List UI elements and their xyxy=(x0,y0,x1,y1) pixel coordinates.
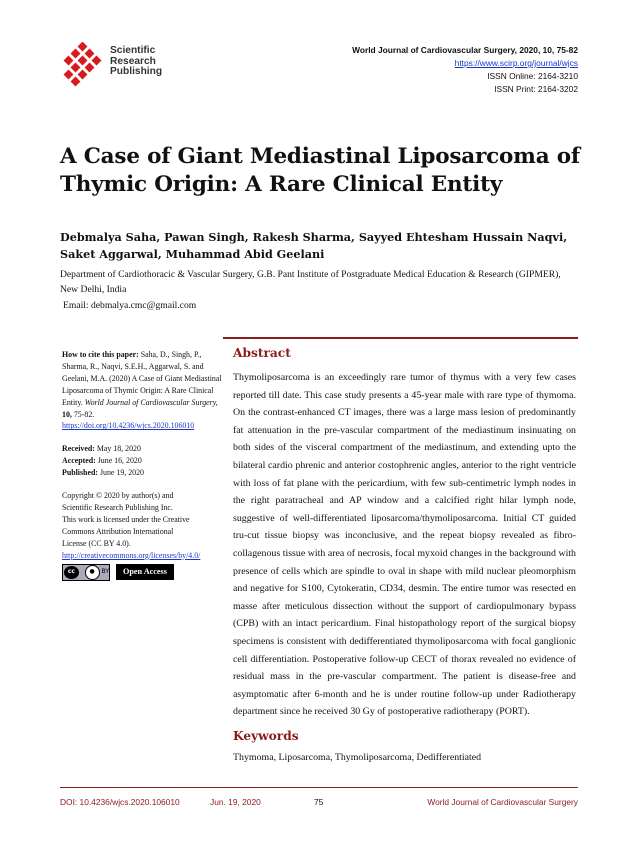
article-title xyxy=(60,143,580,199)
scirp-diamond-logo-icon xyxy=(60,42,106,88)
publisher-logo xyxy=(60,42,170,90)
footer-date: Jun. 19, 2020 xyxy=(210,797,261,807)
published-date: June 19, 2020 xyxy=(99,468,145,478)
publisher-line-1: Scientific xyxy=(110,45,156,56)
sidebar-meta xyxy=(62,349,222,581)
cite-pages: 75-82. xyxy=(73,409,95,419)
publisher-line-2: Research xyxy=(110,55,156,67)
affiliation-line-1: Department of Cardiothoracic & Vascular Surgery, G.B. Pant Institute of Postgraduate Medical Education & Research (GIPMER), xyxy=(60,269,561,280)
published-label: Published: xyxy=(62,468,98,478)
abstract-text: Thymoliposarcoma is an exceedingly rare tumor of thymus with a very few cases reported till date. This case study presents a 45-year male with rare type of thymoma. On the contrast-enhanced CT images, there was a large mass lesion of predominantly fat attenuation in the pre-vascular compartment of the mediastinum insinuating on both sides of the visceral compartment of the mediastinum, and extending upto the bilateral cardio phrenic and anterior costophrenic angles, anterior to the right ventricle with loss of fat plane with the pericardium, with few sub-centimetric lymph nodes in the right paratracheal and AP window and a calcified right hilar lymph node, suggestive of well-differentiated liposarcoma/thymoliposarcoma. Initial CT guided tru-cut tissue biopsy was inconclusive, and the repeat biopsy revealed as fibro-collagenous tissue with area of necrosis, focal myxoid changes in the background with presence of cells which are spindle to oval in shape with mild nuclear pleomorphism and negative for S100, Cytokeratin, CD34, desmin. The entire tumor was resected en masse after meticulous dissection without the support of cardiopulmonary bypass (CPB) with an intact pericardium. Final histopathology report of the surgical biopsy specimens is consistent with dedifferentiated thymoliposarcoma with focal ganglionic cell differentiation. Postoperative follow-up CECT of thorax revealed no evidence of residual mass in the pre-vascular compartment. The patient is disease-free and asymptomatic after 6-month and he is under routine follow-up under Radiotherapy department since he received 30 Gy of postoperative radiotherapy (PORT). xyxy=(233,372,576,718)
page-footer xyxy=(60,797,578,811)
accepted-date: June 16, 2020 xyxy=(97,456,142,466)
how-to-cite xyxy=(62,349,222,432)
page-number: 75 xyxy=(314,797,324,807)
publisher-name xyxy=(110,46,162,78)
cite-text: Saha, D., Singh, P., Sharma, R., Naqvi, S.E.H., Aggarwal, S. and Geelani, M.A. (2020) A Case of Giant Mediastinal Liposarcoma of Thymic Origin: A Rare Clinical Entity. xyxy=(62,350,222,407)
title-line-1: A Case of Giant Mediastinal Liposarcoma of xyxy=(60,144,580,169)
affiliation-line-2: New Delhi, India xyxy=(60,284,127,295)
copyright-line-2: Scientific Research Publishing Inc. xyxy=(62,502,173,512)
by-person-icon: ● xyxy=(85,565,100,580)
issn-online: ISSN Online: 2164-3210 xyxy=(487,71,578,81)
dates-block xyxy=(62,443,222,479)
abstract-top-rule xyxy=(223,337,578,339)
accepted-label: Accepted: xyxy=(62,456,96,466)
copyright-line-4: Commons Attribution International xyxy=(62,526,174,536)
cite-volume: 10, xyxy=(62,409,72,419)
title-line-2: Thymic Origin: A Rare Clinical Entity xyxy=(60,172,503,197)
license-badges xyxy=(62,564,222,581)
cite-journal: World Journal of Cardiovascular Surgery, xyxy=(84,397,218,407)
cc-icon: cc xyxy=(64,566,79,579)
journal-header xyxy=(352,44,578,96)
by-label: BY xyxy=(101,568,109,576)
authors-line-1: Debmalya Saha, Pawan Singh, Rakesh Sharma, Sayyed Ehtesham Hussain Naqvi, xyxy=(60,230,568,244)
authors-line-2: Saket Aggarwal, Muhammad Abid Geelani xyxy=(60,247,325,261)
footer-journal: World Journal of Cardiovascular Surgery xyxy=(427,797,578,807)
license-link[interactable]: http://creativecommons.org/licenses/by/4.0/ xyxy=(62,550,201,560)
journal-url-link[interactable]: https://www.scirp.org/journal/wjcs xyxy=(454,58,578,68)
journal-citation: World Journal of Cardiovascular Surgery, 2020, 10, 75-82 xyxy=(352,45,578,55)
received-date: May 18, 2020 xyxy=(96,444,141,454)
footer-rule xyxy=(60,787,578,788)
copyright-line-5: License (CC BY 4.0). xyxy=(62,538,131,548)
keywords-heading: Keywords xyxy=(233,729,299,743)
received-label: Received: xyxy=(62,444,95,454)
footer-doi: DOI: 10.4236/wjcs.2020.106010 xyxy=(60,797,180,807)
cc-by-badge-icon[interactable] xyxy=(62,564,110,581)
copyright-line-1: Copyright © 2020 by author(s) and xyxy=(62,491,174,501)
abstract-heading: Abstract xyxy=(233,346,291,360)
author-email: Email: debmalya.cmc@gmail.com xyxy=(63,300,197,311)
author-list xyxy=(60,229,580,263)
copyright-line-3: This work is licensed under the Creative xyxy=(62,514,190,524)
doi-link[interactable]: https://doi.org/10.4236/wjcs.2020.106010 xyxy=(62,421,195,431)
issn-print: ISSN Print: 2164-3202 xyxy=(494,84,578,94)
publisher-line-3: Publishing xyxy=(110,66,163,77)
cite-label: How to cite this paper: xyxy=(62,350,139,359)
affiliation xyxy=(60,267,585,297)
keywords-text: Thymoma, Liposarcoma, Thymoliposarcoma, Dedifferentiated xyxy=(233,752,482,763)
open-access-badge: Open Access xyxy=(116,564,174,580)
copyright-block xyxy=(62,490,222,561)
